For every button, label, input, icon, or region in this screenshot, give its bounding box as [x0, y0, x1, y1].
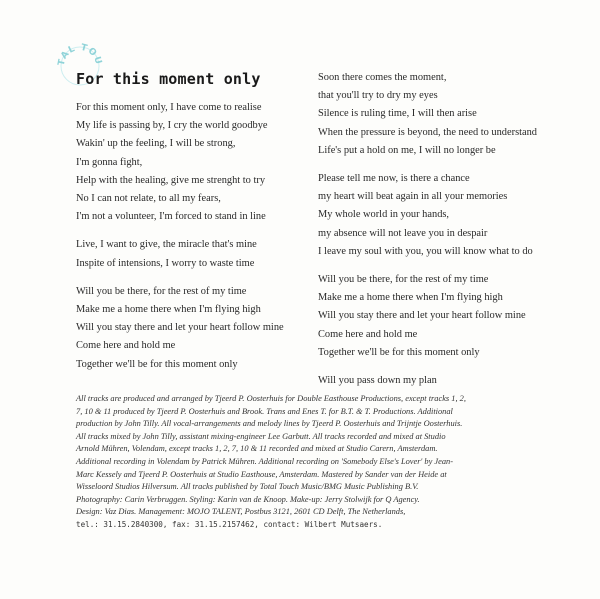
lyric-stanza: [318, 69, 558, 160]
lyric-line: Come here and hold me: [318, 328, 418, 340]
credits-line: All tracks are produced and arranged by Tjeerd P. Oosterhuis for Double Easthouse Productions, except tracks 1, 2,: [76, 394, 466, 403]
lyric-line: I'm not a volunteer, I'm forced to stand in line: [76, 211, 266, 223]
lyrics-right-column: [318, 69, 558, 400]
credits-line: Photography: Carin Verbruggen. Styling: Karin van de Knoop. Make-up: Jerry Stolwijk for Q Agency.: [76, 494, 420, 504]
lyric-line: Will you stay there and let your heart follow mine: [318, 310, 526, 322]
credits-line: Design: Vaz Dias. Management: MOJO TALENT, Postbus 3121, 2601 CD Delft, The Netherlands,: [76, 507, 406, 517]
lyric-line: My life is passing by, I cry the world goodbye: [76, 120, 268, 132]
lyric-line: Help with the healing, give me strenght to try: [76, 174, 266, 186]
lyric-line: Silence is ruling time, I will then arise: [318, 108, 477, 120]
credits-line: Wisseloord Studios Hilversum. All tracks published by Total Touch Music/BMG Music Publishing B.V.: [76, 482, 419, 492]
lyric-line: Make me a home there when I'm flying high: [76, 304, 261, 316]
lyric-line: Will you pass down my plan: [318, 375, 437, 387]
lyric-line: Make me a home there when I'm flying high: [318, 292, 503, 304]
lyric-line: Will you be there, for the rest of my time: [76, 285, 247, 297]
lyric-line: Life's put a hold on me, I will no longer be: [318, 144, 496, 156]
lyric-stanza: [76, 236, 306, 272]
credits-line: Arnold Mühren, Volendam, except tracks 1, 2, 7, 10 & 11 recorded and mixed at Studio Carern, Amsterdam.: [76, 444, 438, 454]
lyric-line: my heart will beat again in all your memories: [318, 191, 508, 203]
lyric-line: Wakin' up the feeling, I will be strong,: [76, 138, 236, 150]
lyric-stanza: [76, 99, 306, 226]
lyric-stanza: [318, 372, 558, 390]
lyric-line: my absence will not leave you in despair: [318, 227, 488, 239]
lyric-line: Please tell me now, is there a chance: [318, 173, 470, 185]
credits-line: All tracks mixed by John Tilly, assistant mixing-engineer Lee Garbutt. All tracks recorded and mixed at Studio: [76, 431, 446, 441]
lyric-line: I'm gonna fight,: [76, 156, 143, 168]
credits-line: Marc Kessely and Tjeerd P. Oosterhuis at Studio Easthouse, Amsterdam. Mastered by Sander van der Heide at: [76, 469, 447, 479]
lyric-line: I leave my soul with you, you will know what to do: [318, 245, 533, 257]
credits-block: [76, 393, 546, 532]
lyric-line: My whole world in your hands,: [318, 209, 450, 221]
lyric-stanza: [318, 271, 558, 362]
lyric-line: Soon there comes the moment,: [318, 72, 447, 83]
song-title: For this moment only: [76, 70, 261, 88]
lyric-line: Together we'll be for this moment only: [318, 346, 480, 358]
credits-line: Additional recording in Volendam by Patrick Mühren. Additional recording on 'Somebody Else's Lover' by Jean-: [76, 456, 453, 466]
lyric-line: When the pressure is beyond, the need to understand: [318, 126, 538, 138]
lyric-line: For this moment only, I have come to realise: [76, 102, 262, 113]
lyric-line: Together we'll be for this moment only: [76, 358, 238, 370]
lyric-line: Will you stay there and let your heart follow mine: [76, 322, 284, 334]
lyric-stanza: [318, 170, 558, 261]
lyric-line: Will you be there, for the rest of my time: [318, 274, 489, 286]
svg-text:TOTAL TOUCH: [56, 40, 103, 67]
logo-text: TAL TOU: [56, 42, 104, 67]
lyric-line: that you'll try to dry my eyes: [318, 90, 438, 102]
credits-line: production by John Tilly. All vocal-arrangements and melody lines by Tjeerd P. Oosterhuis and Trijntje Oosterhuis.: [76, 419, 463, 429]
lyrics-left-column: [76, 99, 306, 384]
credits-line: 7, 10 & 11 produced by Tjeerd P. Oosterhuis and Brook. Trans and Enes T. for B.T. & T. Productions. Additional: [76, 406, 453, 416]
lyric-stanza: [76, 283, 306, 374]
lyric-line: Live, I want to give, the miracle that's mine: [76, 239, 257, 251]
lyric-line: No I can not relate, to all my fears,: [76, 193, 221, 205]
contact-line: tel.: 31.15.2840300, fax: 31.15.2157462, contact: Wilbert Mutsaers.: [76, 519, 383, 529]
lyric-line: Come here and hold me: [76, 340, 176, 352]
lyric-line: Inspite of intensions, I worry to waste time: [76, 257, 255, 269]
